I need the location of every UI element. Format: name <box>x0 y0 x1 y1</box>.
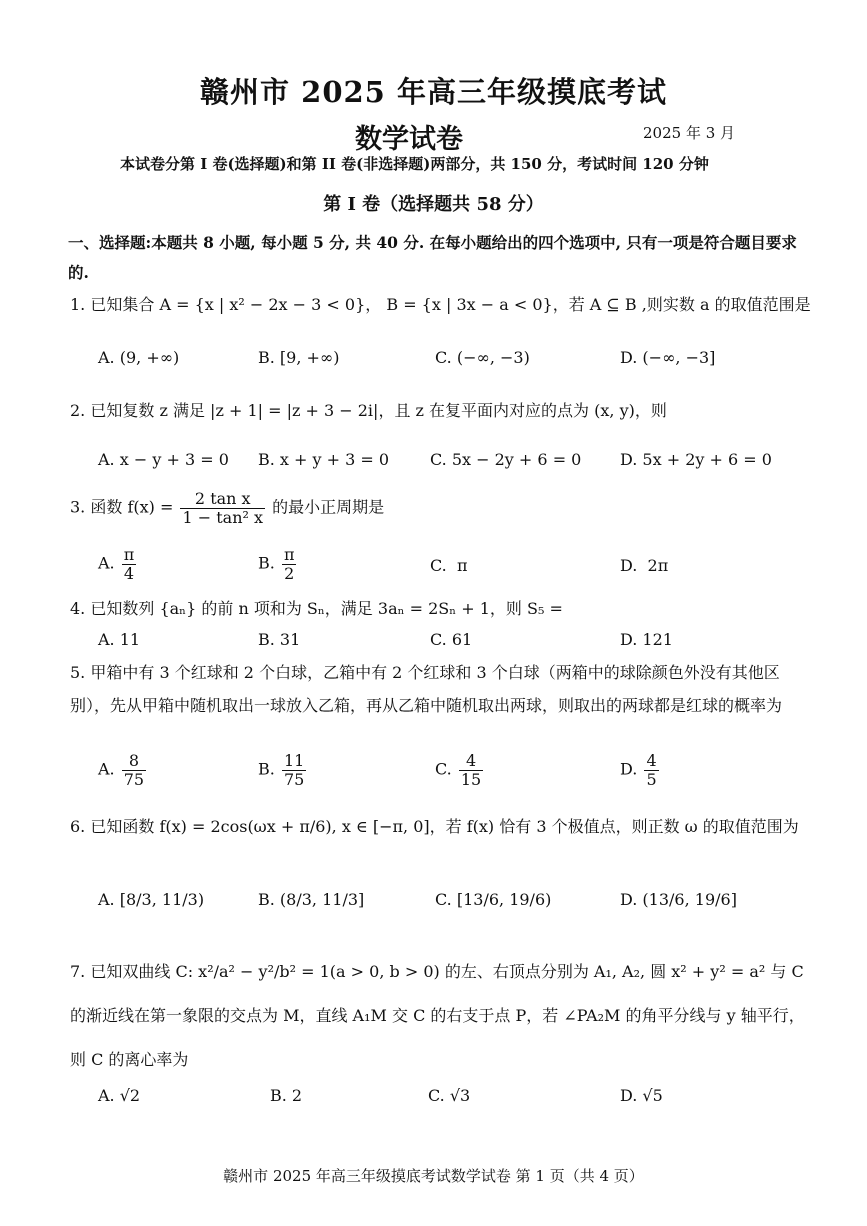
option-label: C. <box>430 556 447 575</box>
question-7 <box>70 950 810 1082</box>
fraction-denominator: 75 <box>123 769 145 789</box>
question-3 <box>70 490 384 526</box>
option-label: C. <box>435 759 452 779</box>
question-number: 7. <box>70 962 86 981</box>
fraction-denominator: 15 <box>460 769 482 789</box>
fraction <box>282 752 306 788</box>
fraction-denominator: 5 <box>646 769 657 789</box>
question-text: 已知数列 {aₙ} 的前 n 项和为 Sₙ，满足 3aₙ = 2Sₙ + 1，则 S₅ = <box>90 599 563 618</box>
question-text: 已知函数 f(x) = 2cos(ωx + π/6), x ∈ [−π, 0]，若 f(x) 恰有 3 个极值点，则正数 ω 的取值范围为 <box>90 817 799 836</box>
fraction <box>122 546 137 582</box>
question-number: 3. <box>70 497 86 517</box>
question-text-post: 的最小正周期是 <box>272 497 385 517</box>
option-d: D. √5 <box>620 1086 663 1105</box>
option-d <box>620 752 661 788</box>
option-c: C. [13/6, 19/6) <box>435 890 552 909</box>
option-label: D. <box>620 759 638 779</box>
question-text: 已知集合 A = {x | x² − 2x − 3 < 0}， B = {x | 3x − a < 0}，若 A ⊆ B ,则实数 a 的取值范围是 <box>90 295 811 314</box>
fraction-denominator: 4 <box>123 563 135 583</box>
option-label: A. <box>98 553 115 573</box>
question-2-options <box>90 450 810 490</box>
option-c: C. √3 <box>428 1086 471 1105</box>
section-instructions: 一、选择题:本题共 8 小题, 每小题 5 分, 共 40 分. 在每小题给出的四个选项中, 只有一项是符合题目要求的. <box>68 233 797 282</box>
exam-date: 2025 年 3 月 <box>643 124 736 142</box>
option-label: A. <box>98 759 115 779</box>
option-c <box>430 556 467 575</box>
fraction-numerator: 8 <box>122 752 146 771</box>
option-label: D. <box>620 556 638 575</box>
fraction <box>644 752 658 788</box>
question-3-options <box>90 546 810 586</box>
option-d <box>620 556 668 575</box>
question-number: 1. <box>70 295 86 314</box>
option-c: C. (−∞, −3) <box>435 348 530 367</box>
option-value: 2π <box>647 556 669 575</box>
fraction <box>180 490 265 526</box>
fraction-numerator: 4 <box>646 751 657 770</box>
exam-note: 本试卷分第 I 卷(选择题)和第 II 卷(非选择题)两部分，共 150 分，考试时间 120 分钟 <box>120 155 709 173</box>
fraction <box>122 752 146 788</box>
option-a: A. x − y + 3 = 0 <box>98 450 229 469</box>
question-6-options <box>90 890 810 930</box>
option-c: C. 61 <box>430 630 473 649</box>
question-1-options <box>90 348 810 388</box>
question-text: 已知双曲线 C: x²/a² − y²/b² = 1(a > 0, b > 0) 的左、右顶点分别为 A₁, A₂, 圆 x² + y² = a² 与 C 的渐近线在第一象限的交点为 M，直线 A₁M 交 C 的右支于点 P，若 ∠PA₂M 的角平分线与 y 轴平行，则 C 的离心率为 <box>70 962 805 1069</box>
option-value: π <box>456 556 468 575</box>
option-a: A. (9, +∞) <box>98 348 180 367</box>
option-label: B. <box>258 759 275 779</box>
part-title: 第 I 卷（选择题共 58 分） <box>323 194 544 215</box>
option-label: B. <box>258 553 275 573</box>
fraction-numerator: π <box>283 545 295 564</box>
option-b <box>258 546 298 582</box>
question-6 <box>70 810 810 843</box>
option-c: C. 5x − 2y + 6 = 0 <box>430 450 582 469</box>
option-b: B. x + y + 3 = 0 <box>258 450 390 469</box>
question-text: 甲箱中有 3 个红球和 2 个白球，乙箱中有 2 个红球和 3 个白球（两箱中的球除颜色外没有其他区别），先从甲箱中随机取出一球放入乙箱，再从乙箱中随机取出两球，则取出的两球都是红球的概率为 <box>70 663 783 715</box>
question-text-pre: 函数 f(x) = <box>90 497 174 517</box>
question-4 <box>70 596 563 619</box>
option-d: D. 121 <box>620 630 673 649</box>
option-a: A. √2 <box>98 1086 141 1105</box>
option-a: A. 11 <box>98 630 141 649</box>
option-b: B. (8/3, 11/3] <box>258 890 365 909</box>
option-d: D. (−∞, −3] <box>620 348 716 367</box>
option-a: A. [8/3, 11/3) <box>98 890 205 909</box>
question-number: 2. <box>70 401 86 420</box>
fraction-numerator: 4 <box>459 752 483 771</box>
question-text: 已知复数 z 满足 |z + 1| = |z + 3 − 2i|，且 z 在复平面内对应的点为 (x, y)，则 <box>90 401 667 420</box>
exam-title: 赣州市 2025 年高三年级摸底考试 <box>200 75 667 109</box>
fraction <box>282 546 297 582</box>
option-a <box>98 752 148 788</box>
question-number: 4. <box>70 599 86 618</box>
fraction-numerator: 11 <box>283 751 305 770</box>
question-2 <box>70 398 667 421</box>
question-number: 5. <box>70 663 86 682</box>
option-a <box>98 546 138 582</box>
question-number: 6. <box>70 817 86 836</box>
question-1 <box>70 292 811 315</box>
fraction-numerator: π <box>123 545 135 564</box>
fraction-denominator: 2 <box>284 563 295 583</box>
option-b: B. [9, +∞) <box>258 348 340 367</box>
option-b <box>258 752 308 788</box>
option-c <box>435 752 485 788</box>
fraction-numerator: 2 tan x <box>180 490 265 509</box>
option-b: B. 31 <box>258 630 301 649</box>
fraction <box>459 752 483 788</box>
question-7-options <box>90 1086 810 1126</box>
option-d: D. (13/6, 19/6] <box>620 890 737 909</box>
option-b: B. 2 <box>270 1086 303 1105</box>
page-footer: 赣州市 2025 年高三年级摸底考试数学试卷 第 1 页（共 4 页） <box>223 1167 644 1185</box>
option-d: D. 5x + 2y + 6 = 0 <box>620 450 772 469</box>
question-5-options <box>90 752 810 792</box>
fraction-denominator: 1 − tan² x <box>182 507 264 527</box>
fraction-denominator: 75 <box>283 769 305 789</box>
exam-subtitle: 数学试卷 <box>355 124 463 155</box>
question-5 <box>70 656 810 722</box>
